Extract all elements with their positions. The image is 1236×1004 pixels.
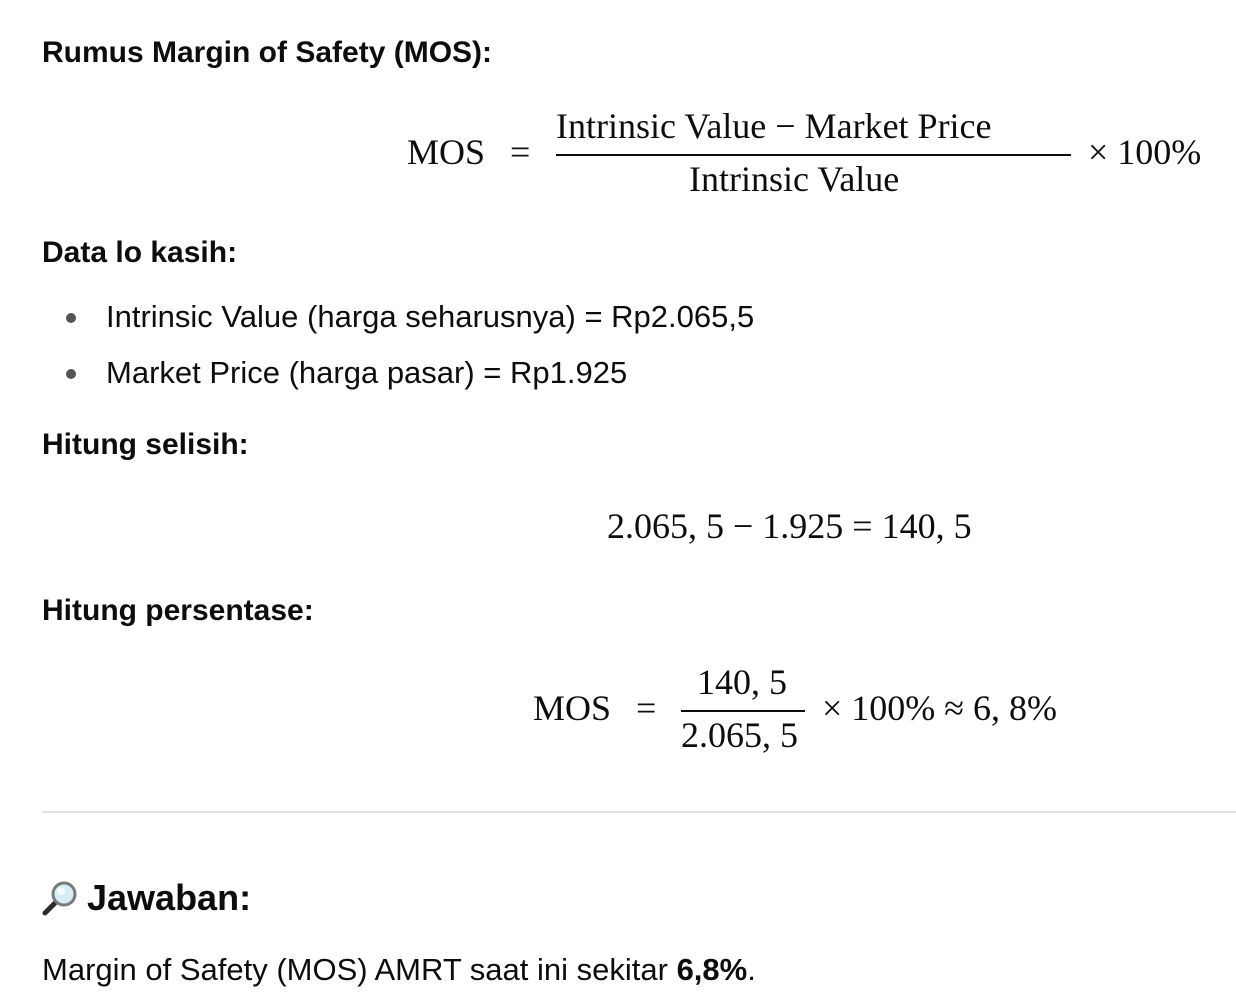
formula-denominator: Intrinsic Value <box>689 159 900 199</box>
list-item-text: Intrinsic Value (harga seharusnya) = Rp2.065,5 <box>106 299 755 334</box>
formula-numerator: Intrinsic Value − Market Price <box>556 106 992 146</box>
difference-heading: Hitung selisih: <box>42 428 249 461</box>
formula-heading: Rumus Margin of Safety (MOS): <box>42 36 493 69</box>
data-heading: Data lo kasih: <box>42 236 238 269</box>
formula-lhs: MOS <box>533 688 612 728</box>
answer-text <box>42 950 756 990</box>
list-item-text: Market Price (harga pasar) = Rp1.925 <box>106 355 628 390</box>
formula-tail: × 100% ≈ 6, 8% <box>822 688 1058 728</box>
formula-equals: = <box>636 688 657 728</box>
bullet-dot <box>66 313 76 323</box>
formula-equals: = <box>510 132 531 172</box>
formula-multiplier: × 100% <box>1088 132 1202 172</box>
formula-lhs: MOS <box>407 132 486 172</box>
percentage-heading: Hitung persentase: <box>42 594 314 627</box>
formula-fraction-line <box>556 154 1071 156</box>
formula-fraction-line <box>681 710 805 712</box>
answer-text-prefix: Margin of Safety (MOS) AMRT saat ini sekitar <box>42 952 677 987</box>
difference-equation: 2.065, 5 − 1.925 = 140, 5 <box>607 506 972 546</box>
magnifying-glass-icon <box>42 880 78 916</box>
answer-title: Jawaban: <box>87 877 252 918</box>
bullet-dot <box>66 369 76 379</box>
section-divider <box>42 811 1236 813</box>
answer-heading-row <box>42 876 251 920</box>
formula-denominator: 2.065, 5 <box>681 715 798 755</box>
answer-text-suffix: . <box>747 952 756 987</box>
formula-numerator: 140, 5 <box>697 662 787 702</box>
answer-value: 6,8% <box>676 952 748 987</box>
